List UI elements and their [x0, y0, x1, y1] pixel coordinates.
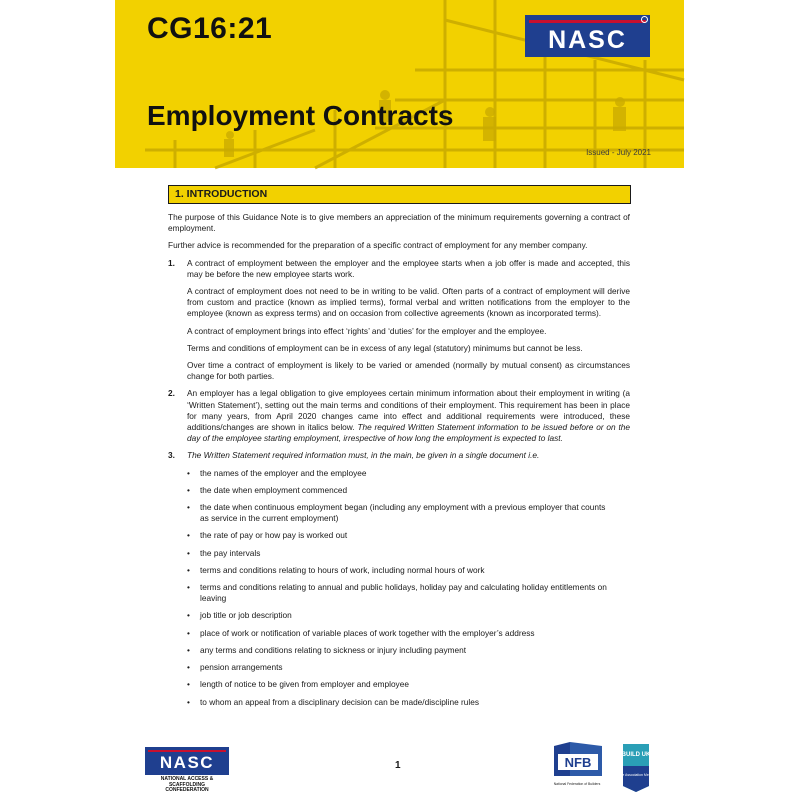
nasc-logo-text: NASC [548, 26, 627, 54]
nfb-full-name: National Federation of Builders [553, 782, 601, 786]
item-paragraph: A contract of employment brings into effect ‘rights’ and ‘duties’ for the employer and the employee. [187, 325, 547, 336]
requirements-bullet-list [187, 468, 630, 708]
list-item: • the date when continuous employment began (including any employment with a previous employer that counts as service in the current employment) [187, 502, 630, 524]
list-item: • any terms and conditions relating to sickness or injury including payment [187, 645, 630, 656]
item-number: 2. [168, 388, 175, 399]
page-number: 1 [395, 760, 401, 771]
nasc-full-name [145, 777, 229, 794]
nfb-logo [550, 740, 604, 788]
nfb-shield-icon [550, 740, 604, 782]
build-uk-sub-text: Trade Association Member [615, 773, 657, 777]
list-item: • pension arrangements [187, 662, 630, 673]
item-number: 1. [168, 257, 175, 268]
list-item: • the pay intervals [187, 548, 630, 559]
list-item: • to whom an appeal from a disciplinary decision can be made/discipline rules [187, 697, 630, 708]
nasc-full-name-line1: NATIONAL ACCESS & SCAFFOLDING [160, 776, 214, 788]
nasc-full-name-line2: CONFEDERATION [165, 787, 209, 793]
guidance-code: CG16:21 [147, 12, 273, 45]
header-banner [115, 0, 684, 168]
numbered-item-1 [168, 258, 630, 383]
registered-mark-icon [641, 16, 648, 23]
build-uk-badge [615, 742, 657, 794]
list-item: • the names of the employer and the employee [187, 468, 630, 479]
item-number: 3. [168, 450, 175, 461]
logo-red-stripe [529, 20, 646, 23]
nasc-logo [525, 15, 650, 57]
item-paragraph: A contract of employment between the employer and the employee starts when a job offer is made and accepted, this may be before the new employee starts work. [187, 257, 630, 279]
list-item: • the date when employment commenced [187, 485, 630, 496]
footer-nasc-logo-text: NASC [159, 753, 215, 772]
issued-date: Issued - July 2021 [586, 148, 651, 157]
list-item: • job title or job description [187, 610, 630, 621]
numbered-item-2 [168, 388, 630, 444]
numbered-item-3 [168, 450, 630, 461]
item-paragraph [187, 388, 630, 444]
list-item: • length of notice to be given from employer and employee [187, 679, 630, 690]
list-item: • place of work or notification of variable places of work together with the employer’s address [187, 628, 630, 639]
list-item: • the rate of pay or how pay is worked out [187, 530, 630, 541]
nfb-logo-text: NFB [564, 755, 592, 770]
footer-nasc-logo [145, 747, 229, 793]
item-italic-text: The required Written Statement information to be issued before or on the day of the employee starting employment, irrespective of how long the employment is expected to last. [187, 422, 630, 444]
logo-red-stripe [148, 750, 226, 752]
list-item: • terms and conditions relating to hours of work, including normal hours of work [187, 565, 630, 576]
item-paragraph: A contract of employment does not need to be in writing to be valid. Often parts of a contract of employment will derive from custom and practice (known as implied terms), formal verbal and written notifications from the employer to the employee (known as express terms) and on occasion from collective agreements (known as incorporated terms). [187, 286, 630, 319]
item-paragraph: Over time a contract of employment is likely to be varied or amended (normally by mutual consent) as circumstances change for both parties. [187, 360, 630, 382]
intro-paragraph: The purpose of this Guidance Note is to give members an appreciation of the minimum requirements governing a contract of employment. [168, 212, 630, 234]
build-uk-badge-icon [615, 742, 657, 794]
item-paragraph: The Written Statement required information must, in the main, be given in a single document i.e. [187, 450, 540, 461]
document-body [168, 212, 630, 714]
document-page [115, 0, 684, 801]
document-title: Employment Contracts [147, 100, 454, 131]
item-text: An employer has a legal obligation to give employees certain minimum information about their employment in writing (a ‘Written Statement’), setting out the main terms and conditions of their employment. This requirement has been in place for many years, from April 2020 changes came into effect and additional requirements were introduced, these additions/changes are shown in italics below. [187, 388, 630, 433]
build-uk-text: BUILD UK [621, 752, 651, 758]
intro-paragraph: Further advice is recommended for the preparation of a specific contract of employment for any member company. [168, 240, 588, 251]
section-heading: 1. INTRODUCTION [168, 185, 631, 204]
item-paragraph: Terms and conditions of employment can be in excess of any legal (statutory) minimums but cannot be less. [187, 342, 583, 353]
list-item: • terms and conditions relating to annual and public holidays, holiday pay and calculating holiday entitlements on leaving [187, 582, 630, 604]
